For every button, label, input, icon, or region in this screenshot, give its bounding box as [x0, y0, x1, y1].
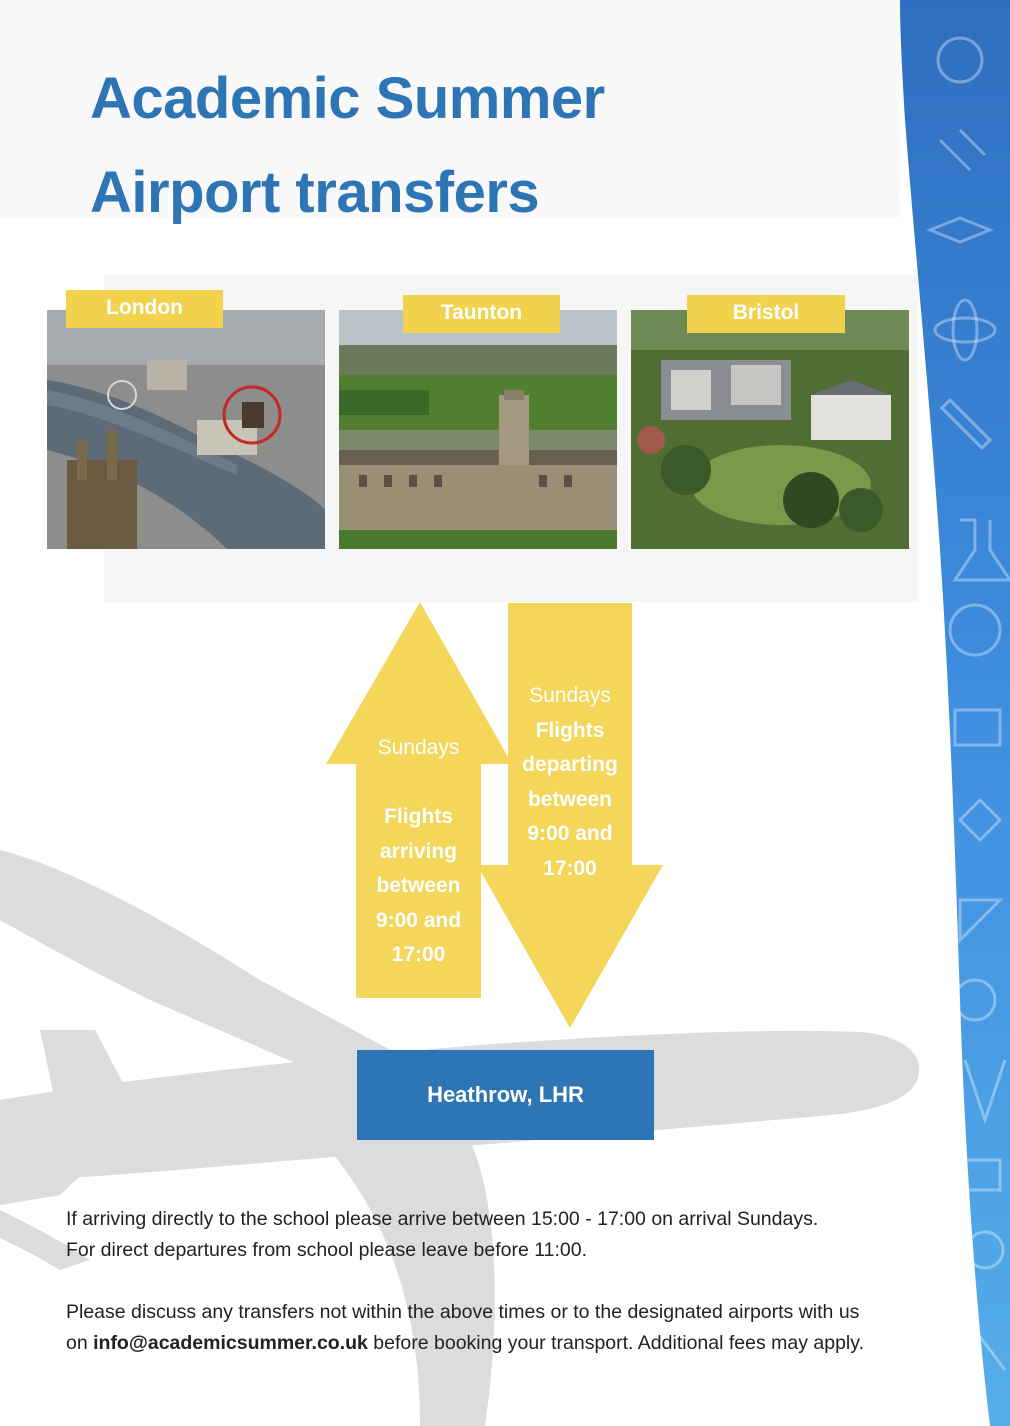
departure-line-2: departing: [522, 753, 618, 776]
title-line-1: Academic Summer: [90, 66, 605, 131]
notes-departure-line: For direct departures from school please leave before 11:00.: [66, 1239, 588, 1261]
departure-line-4: 9:00 and: [527, 822, 613, 845]
arrival-line-5: 17:00: [391, 943, 446, 966]
city-label-bristol: Bristol: [687, 295, 845, 333]
city-label-taunton: Taunton: [403, 295, 560, 333]
arrival-arrow-text: [356, 731, 481, 973]
departure-arrow-text: [508, 679, 632, 886]
notes-contact-text: Please discuss any transfers not within the above times or to the designated airports with us on: [66, 1301, 860, 1354]
transfer-notes: [66, 1204, 866, 1359]
notes-arrival-line: If arriving directly to the school please arrive between 15:00 - 17:00 on arrival Sundays.: [66, 1208, 819, 1230]
airport-label: Heathrow, LHR: [427, 1082, 584, 1107]
contact-email-link[interactable]: info@academicsummer.co.uk: [93, 1332, 368, 1354]
city-label-london: London: [66, 290, 223, 328]
departure-line-3: between: [527, 787, 613, 811]
arrival-line-3: between: [376, 874, 461, 897]
departure-line-5: 17:00: [543, 856, 597, 880]
departure-day: Sundays: [529, 684, 611, 707]
departure-line-1: Flights: [535, 718, 605, 742]
notes-contact-tail: before booking your transport. Additional fees may apply.: [367, 1332, 864, 1354]
arrival-line-2: arriving: [379, 839, 458, 863]
title-line-2: Airport transfers: [90, 160, 540, 225]
arrival-day: Sundays: [377, 736, 460, 759]
arrival-line-1: Flights: [384, 805, 453, 828]
notes-paragraph-2: [66, 1297, 866, 1359]
airport-box: [357, 1050, 654, 1140]
arrival-line-4: 9:00 and: [375, 908, 462, 932]
notes-paragraph-1: [66, 1204, 866, 1266]
